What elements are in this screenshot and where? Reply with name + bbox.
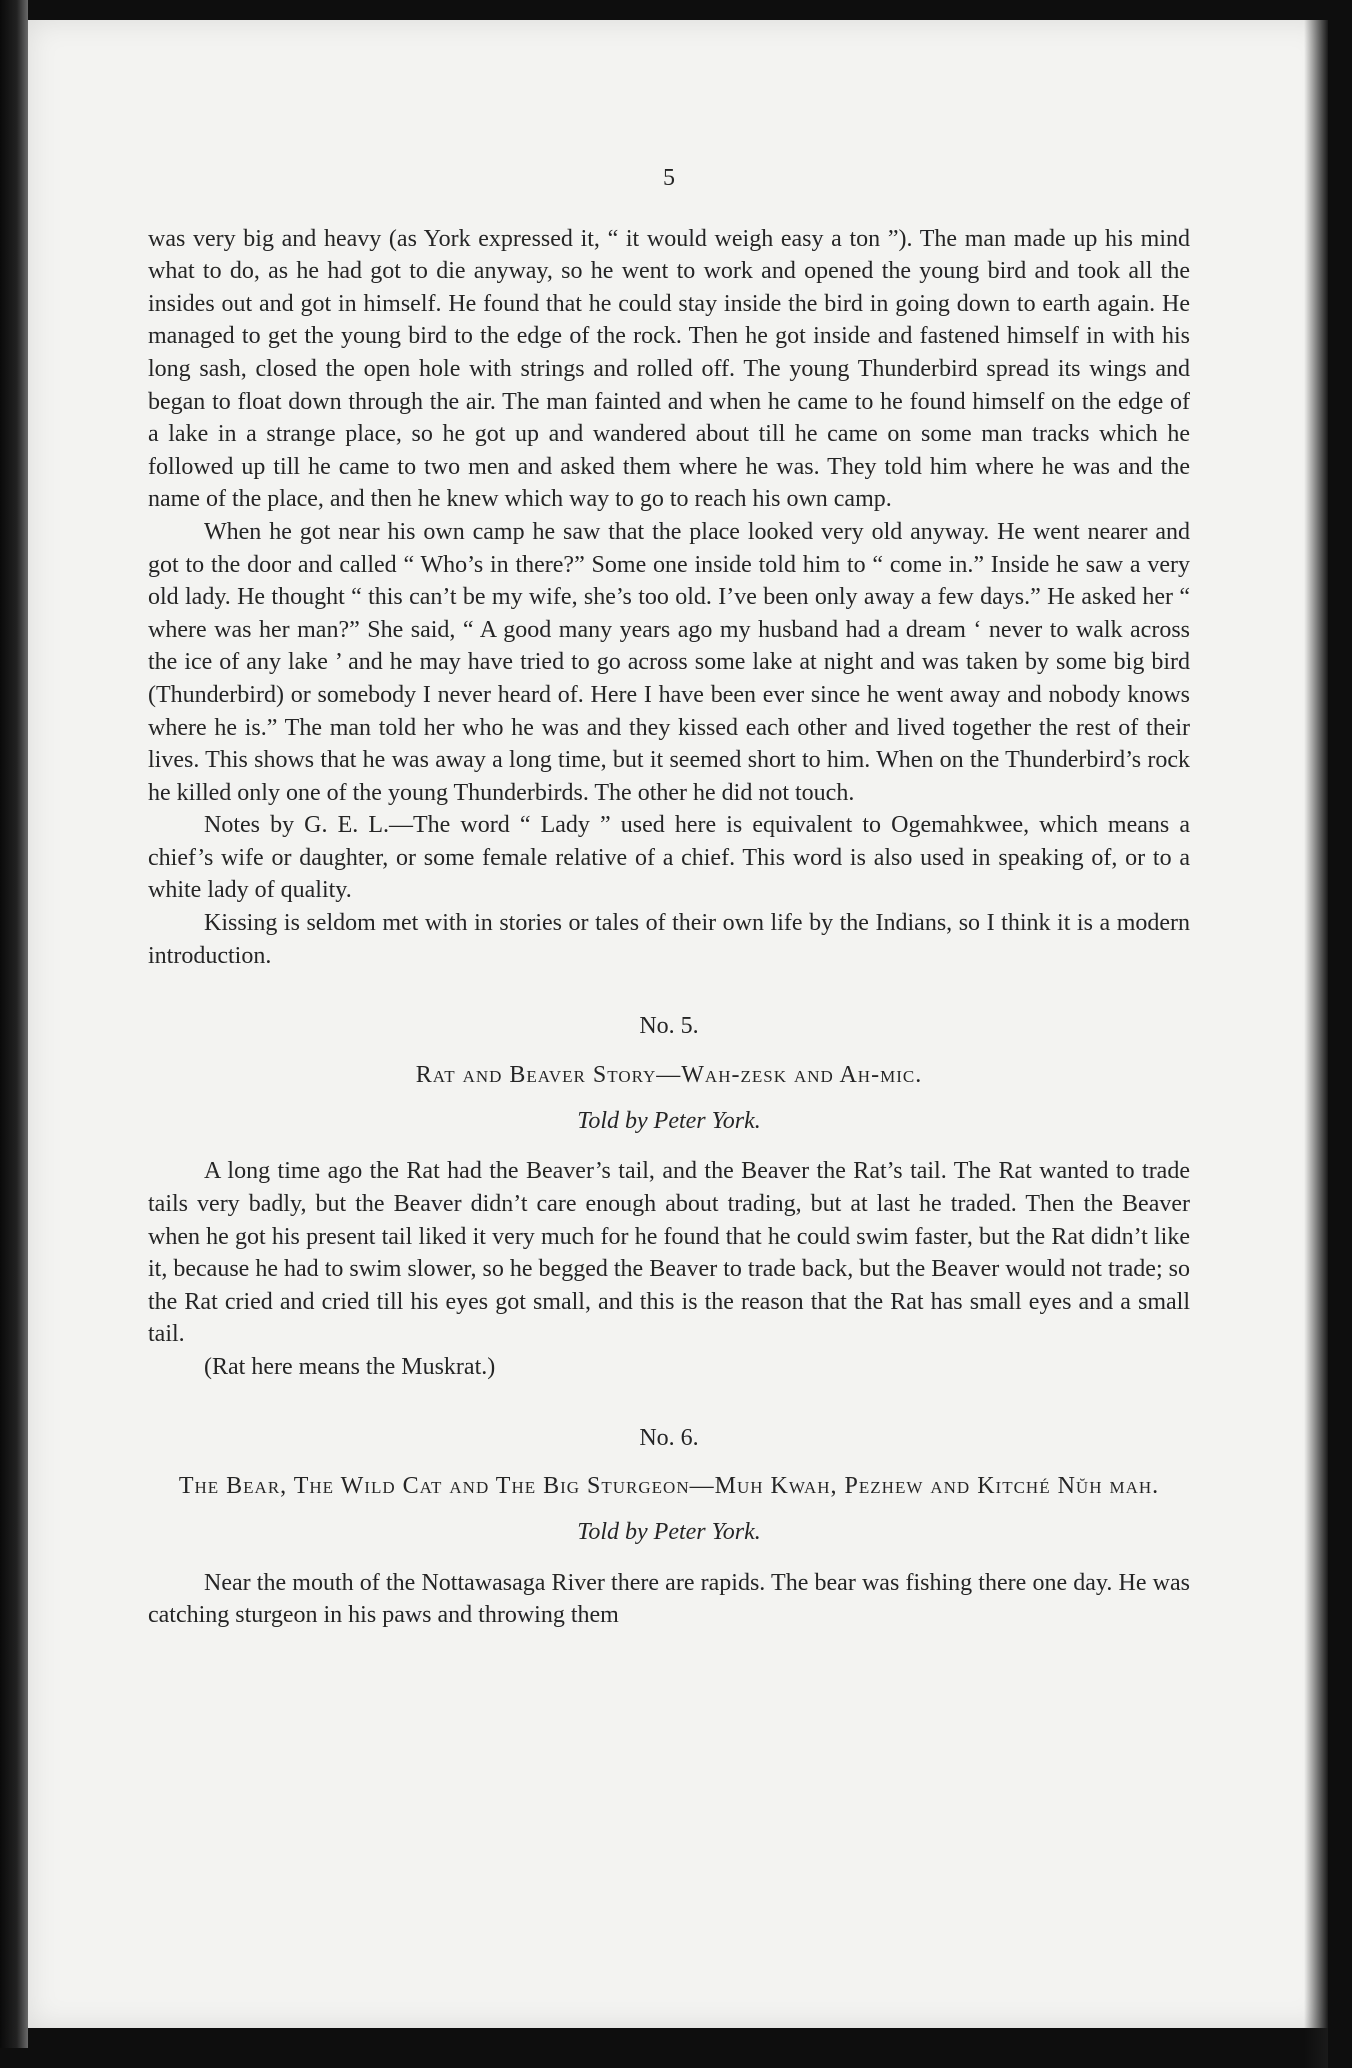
paragraph-return-home: When he got near his own camp he saw that the place looked very old anyway. He went nearer and got to the door and called “ Who’s in there?” Some one inside told him to “ come in.” Inside he saw a very old lady. He thought “ this can’t be my wife, she’s too old. I’ve been only away a few days.” He asked her “ where was her man?” She said, “ A good many years ago my husband had a dream ‘ never to walk across the ice of any lake ’ and he may have tried to go across some lake at night and was taken by some big bird (Thunderbird) or somebody I never heard of. Here I have been ever since he went away and nobody knows where he is.” The man told her who he was and they kissed each other and lived together the rest of their lives. This shows that he was away a long time, but it seemed short to him. When on the Thunderbird’s rock he killed only one of the young Thunderbirds. The other he did not touch. <box>148 518 1190 806</box>
paragraph-kissing-note: Kissing is seldom met with in stories or tales of their own life by the Indians, so I think it is a modern introduction. <box>148 910 1190 969</box>
story-6-paragraph: Near the mouth of the Nottawasaga River there are rapids. The bear was fishing there one day. He was catching sturgeon in his paws and throwing them <box>148 1569 1190 1629</box>
story-6-teller: Told by Peter York. <box>577 1519 761 1546</box>
scan-left-edge <box>0 0 28 2048</box>
story-5-title: Rat and Beaver Story—Wah-zesk and Ah-mic. <box>415 1061 923 1088</box>
story-6-number: No. 6. <box>639 1424 699 1451</box>
story-5-number: No. 5. <box>639 1013 699 1040</box>
page-number: 5 <box>663 165 675 191</box>
page-content <box>148 162 1190 1632</box>
page-right-shadow <box>1304 20 1328 2068</box>
paragraph-continuation: was very big and heavy (as York expressed it, “ it would weigh easy a ton ”). The man made up his mind what to do, as he had got to die anyway, so he went to work and opened the young bird and took all the insides out and got in himself. He found that he could stay inside the bird in going down to earth again. He managed to get the young bird to the edge of the rock. Then he got inside and fastened himself in with his long sash, closed the open hole with strings and rolled off. The young Thunderbird spread its wings and began to float down through the air. The man fainted and when he came to he found himself on the edge of a lake in a strange place, so he got up and wandered about till he came on some man tracks which he followed up till he came to two men and asked them where he was. They told him where he was and the name of the place, and then he knew which way to go to reach his own camp. <box>148 225 1190 513</box>
story-5-teller: Told by Peter York. <box>577 1107 761 1134</box>
paragraph-notes: Notes by G. E. L.—The word “ Lady ” used here is equivalent to Ogemahkwee, which means a chief’s wife or daughter, or some female relative of a chief. This word is also used in speaking of, or to a white lady of quality. <box>148 812 1190 904</box>
story-5-paragraph: A long time ago the Rat had the Beaver’s tail, and the Beaver the Rat’s tail. The Rat wanted to trade tails very badly, but the Beaver didn’t care enough about trading, but at last he traded. Then the Beaver when he got his present tail liked it very much for he found that he could swim faster, but the Rat didn’t like it, because he had to swim slower, so he begged the Beaver to trade back, but the Beaver would not trade; so the Rat cried and cried till his eyes got small, and this is the reason that the Rat has small eyes and a small tail. <box>148 1158 1190 1348</box>
story-6-title: The Bear, The Wild Cat and The Big Sturgeon—Muh Kwah, Pezhew and Kitché Nŭh mah. <box>178 1473 1160 1500</box>
story-5-note: (Rat here means the Muskrat.) <box>204 1354 496 1380</box>
